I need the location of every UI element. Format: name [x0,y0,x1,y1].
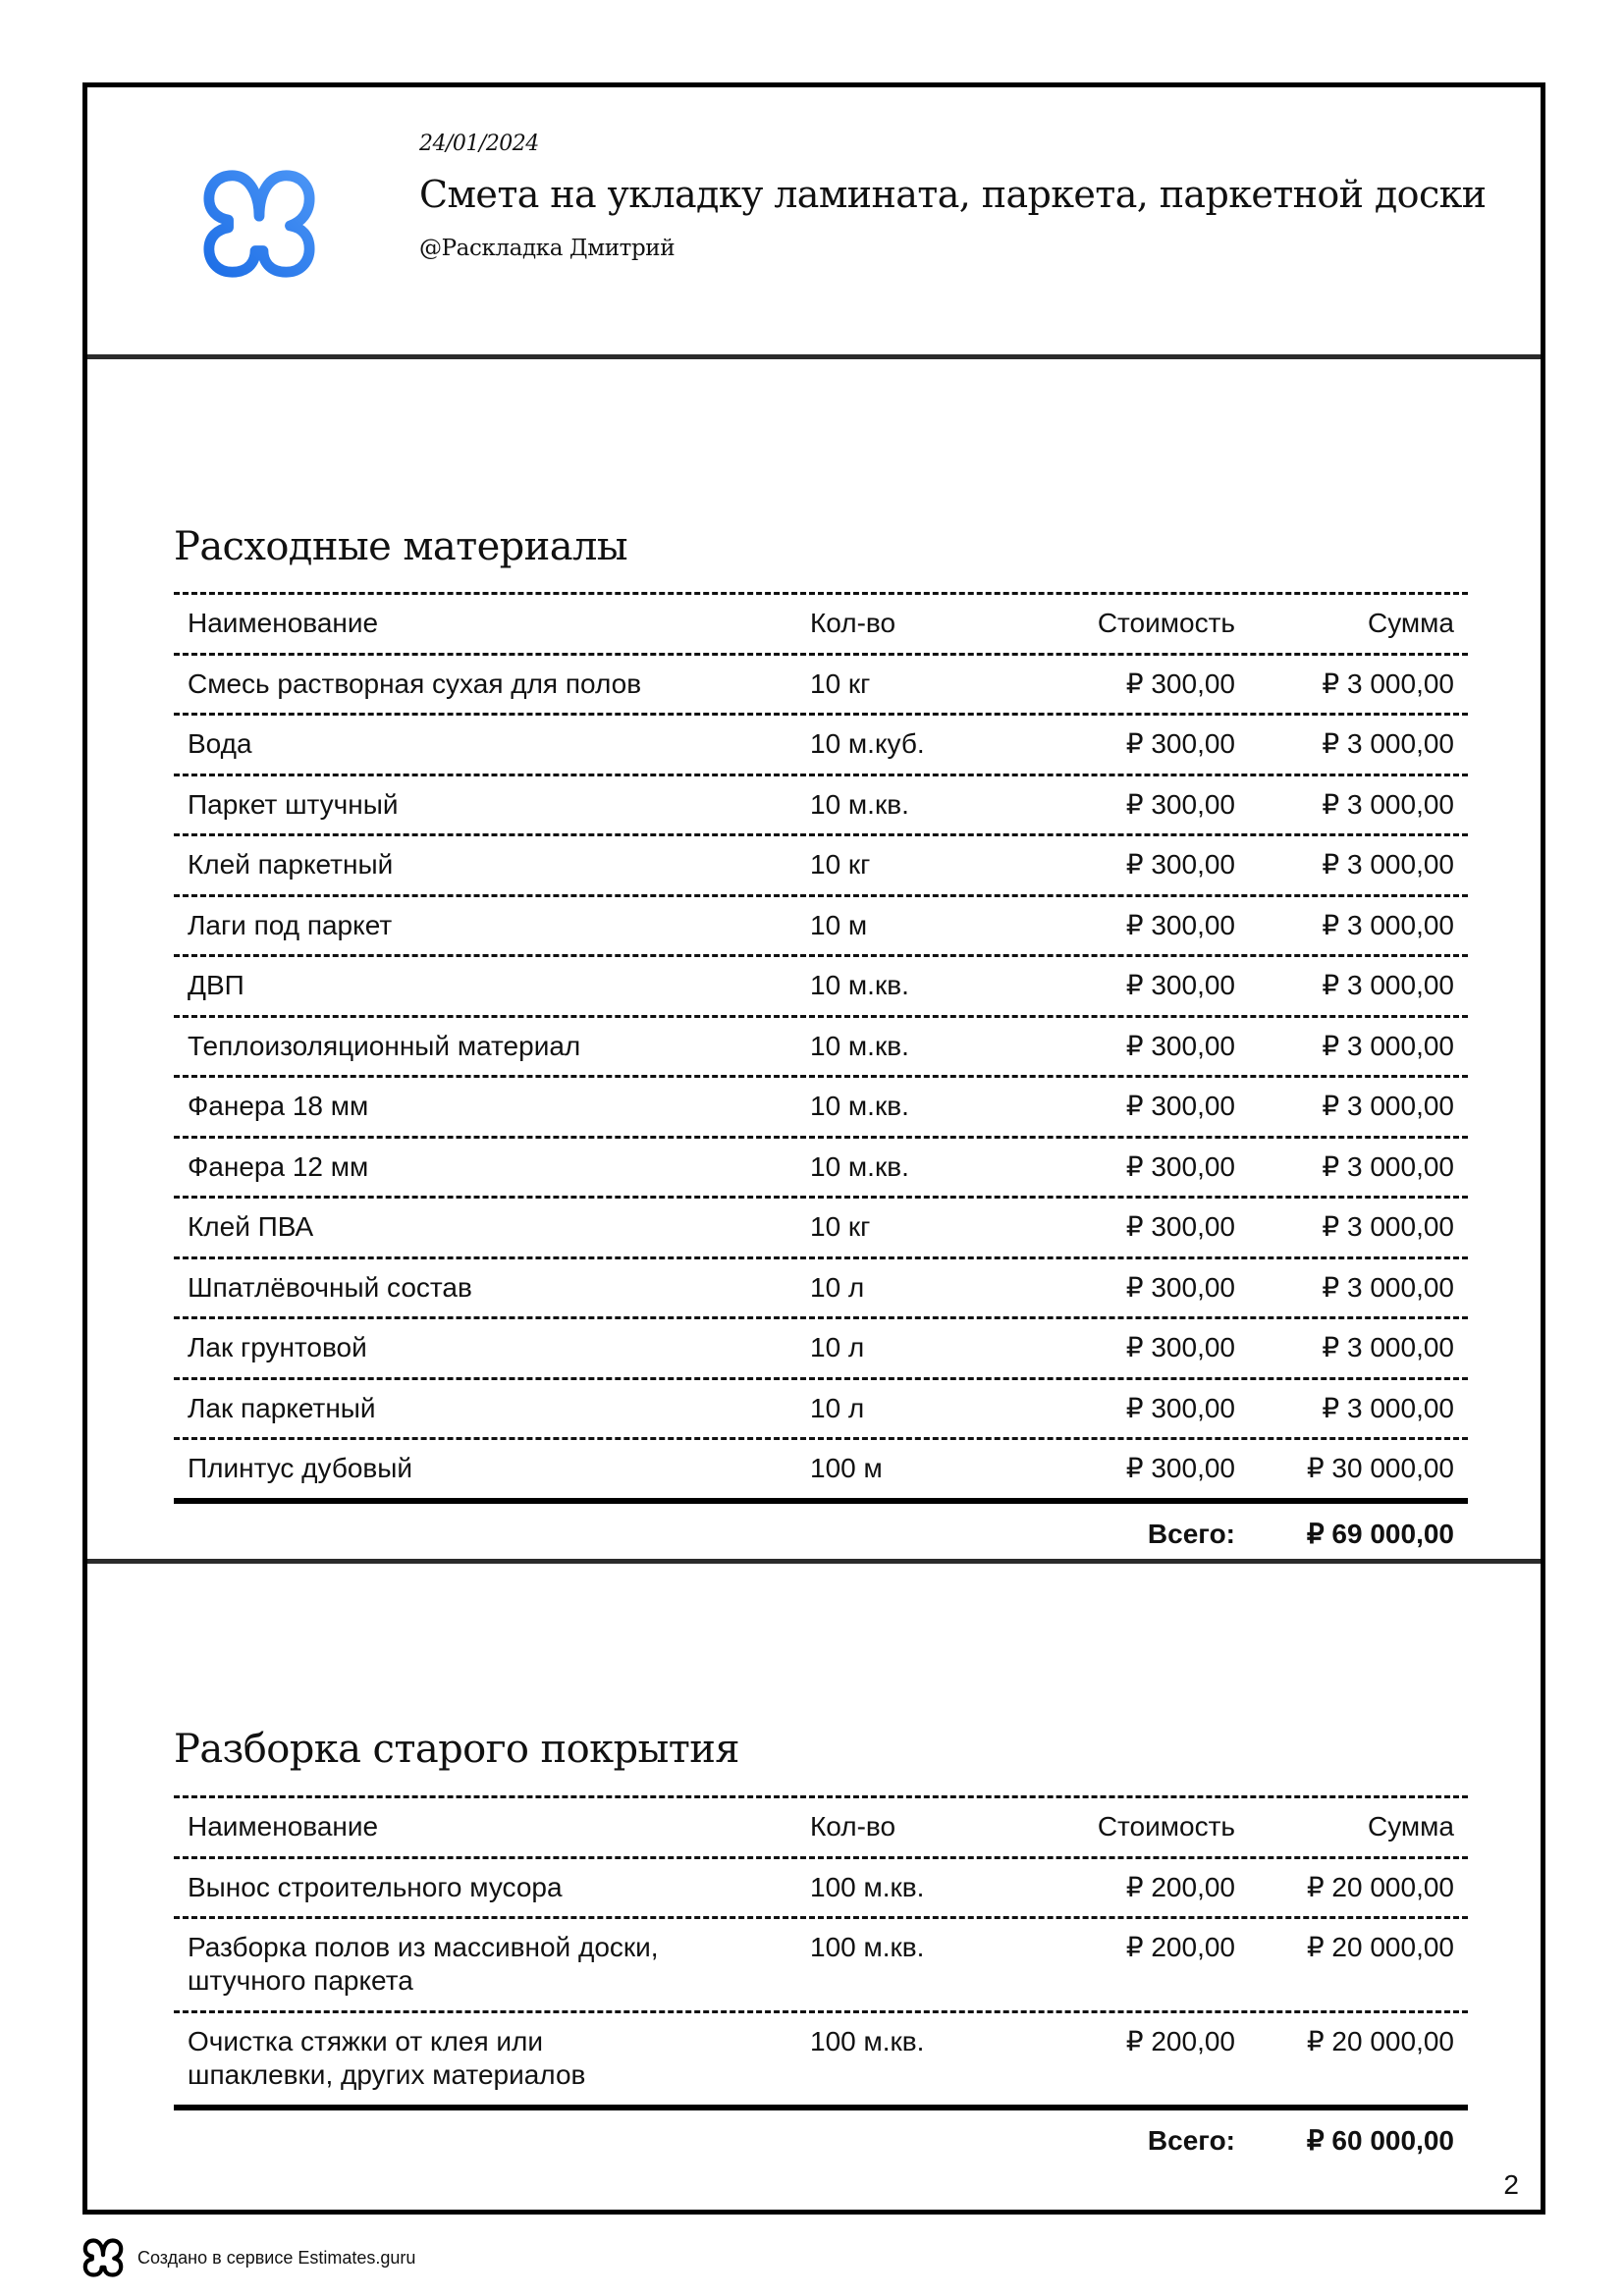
item-cost: ₽ 300,00 [1125,909,1235,940]
table-row [174,1196,1468,1256]
clover-logo-icon [201,166,317,282]
table-row [174,1316,1468,1377]
item-qty: 100 м.кв. [810,2026,925,2056]
item-qty: 10 л [810,1332,865,1362]
item-name: Вынос строительного мусора [188,1871,563,1902]
item-sum: ₽ 3 000,00 [1322,849,1454,880]
table-row [174,894,1468,955]
item-sum: ₽ 20 000,00 [1306,1871,1454,1902]
item-qty: 10 кг [810,667,871,699]
section-title: Разборка старого покрытия [174,1727,739,1772]
item-qty: 10 л [810,1392,865,1423]
document-author: @Раскладка Дмитрий [419,236,676,261]
item-name: Плинтус дубовый [188,1453,413,1483]
item-name: Теплоизоляционный материал [188,1030,581,1061]
section-consumables [87,359,1541,1564]
item-name: Лак паркетный [188,1392,376,1423]
item-cost: ₽ 300,00 [1125,1271,1235,1303]
item-qty: 10 м [810,909,868,940]
item-sum: ₽ 30 000,00 [1306,1453,1454,1483]
table-row [174,774,1468,834]
item-qty: 10 м.кв. [810,1030,909,1061]
item-sum: ₽ 3 000,00 [1322,970,1454,1000]
item-cost: ₽ 300,00 [1125,1453,1235,1483]
item-cost: ₽ 300,00 [1125,970,1235,1000]
item-qty: 10 м.куб. [810,728,925,759]
table-header-row [174,1795,1468,1856]
document-date: 24/01/2024 [419,132,539,156]
item-qty: 10 м.кв. [810,1150,909,1182]
item-cost: ₽ 300,00 [1125,1030,1235,1061]
column-header-qty: Кол-во [810,1811,896,1842]
item-name: Фанера 18 мм [188,1091,369,1121]
header-text [419,131,1499,263]
item-qty: 100 м.кв. [810,1871,925,1902]
item-cost: ₽ 300,00 [1125,1211,1235,1242]
item-qty: 10 м.кв. [810,788,909,820]
footer-credit[interactable]: Создано в сервисе Estimates.guru [137,2247,416,2268]
item-name: Вода [188,728,252,759]
item-sum: ₽ 3 000,00 [1322,728,1454,759]
total-value: ₽ 60 000,00 [1306,2125,1454,2156]
table-row [174,2010,1468,2105]
item-sum: ₽ 3 000,00 [1322,1332,1454,1362]
item-cost: ₽ 300,00 [1125,1150,1235,1182]
item-cost: ₽ 200,00 [1125,1871,1235,1902]
item-cost: ₽ 300,00 [1125,849,1235,880]
item-name: Шпатлёвочный состав [188,1271,472,1303]
table-header-row [174,592,1468,653]
estimate-table [174,592,1468,1551]
item-cost: ₽ 300,00 [1125,667,1235,699]
item-qty: 100 м [810,1453,883,1483]
item-cost: ₽ 200,00 [1125,1932,1235,1962]
item-sum: ₽ 3 000,00 [1322,667,1454,699]
footer [82,2236,415,2279]
table-row [174,833,1468,894]
item-sum: ₽ 20 000,00 [1306,1932,1454,1962]
column-header-name: Наименование [188,608,379,638]
column-header-cost: Стоимость [1097,608,1235,638]
estimate-table [174,1795,1468,2158]
table-row [174,1075,1468,1136]
item-name: Клей паркетный [188,849,394,880]
item-sum: ₽ 3 000,00 [1322,1271,1454,1303]
item-name: Разборка полов из массивной доски, штучного паркета [188,1932,659,1996]
table-row [174,1856,1468,1917]
item-sum: ₽ 3 000,00 [1322,788,1454,820]
table-row [174,1377,1468,1438]
item-name: Смесь растворная сухая для полов [188,667,642,699]
page-number: 2 [1503,2169,1519,2200]
item-cost: ₽ 300,00 [1125,1392,1235,1423]
total-label: Всего: [1147,1518,1235,1549]
table-row [174,713,1468,774]
item-name: Лаги под паркет [188,909,393,940]
item-cost: ₽ 300,00 [1125,788,1235,820]
total-value: ₽ 69 000,00 [1306,1518,1454,1549]
item-name: Паркет штучный [188,788,399,820]
item-name: Очистка стяжки от клея или шпаклевки, других материалов [188,2026,586,2090]
table-row [174,1916,1468,2010]
item-qty: 10 кг [810,849,871,880]
total-row [174,2110,1468,2158]
document-header [87,87,1541,359]
item-sum: ₽ 3 000,00 [1322,1392,1454,1423]
column-header-sum: Сумма [1368,608,1454,638]
item-cost: ₽ 200,00 [1125,2026,1235,2056]
item-name: Клей ПВА [188,1211,314,1242]
item-sum: ₽ 20 000,00 [1306,2026,1454,2056]
clover-logo-icon [82,2237,124,2278]
column-header-cost: Стоимость [1097,1811,1235,1842]
column-header-qty: Кол-во [810,608,896,638]
item-qty: 10 л [810,1271,865,1303]
column-header-name: Наименование [188,1811,379,1842]
item-qty: 10 кг [810,1211,871,1242]
item-cost: ₽ 300,00 [1125,728,1235,759]
page-frame [82,82,1545,2215]
column-header-sum: Сумма [1368,1811,1454,1842]
total-label: Всего: [1147,2125,1235,2156]
item-sum: ₽ 3 000,00 [1322,1150,1454,1182]
section-demolition [87,1564,1541,2210]
item-qty: 10 м.кв. [810,1091,909,1121]
item-name: ДВП [188,970,244,1000]
item-cost: ₽ 300,00 [1125,1091,1235,1121]
table-row [174,1015,1468,1076]
table-row [174,954,1468,1015]
document-title: Смета на укладку ламината, паркета, паркетной доски [419,173,1487,216]
item-qty: 10 м.кв. [810,970,909,1000]
item-cost: ₽ 300,00 [1125,1332,1235,1362]
item-qty: 100 м.кв. [810,1932,925,1962]
item-name: Лак грунтовой [188,1332,367,1362]
item-sum: ₽ 3 000,00 [1322,1030,1454,1061]
section-title: Расходные материалы [174,524,628,569]
table-row [174,653,1468,714]
total-row [174,1504,1468,1551]
item-sum: ₽ 3 000,00 [1322,1211,1454,1242]
item-sum: ₽ 3 000,00 [1322,909,1454,940]
item-name: Фанера 12 мм [188,1150,369,1182]
table-row [174,1256,1468,1317]
table-row [174,1437,1468,1498]
item-sum: ₽ 3 000,00 [1322,1091,1454,1121]
table-row [174,1136,1468,1197]
